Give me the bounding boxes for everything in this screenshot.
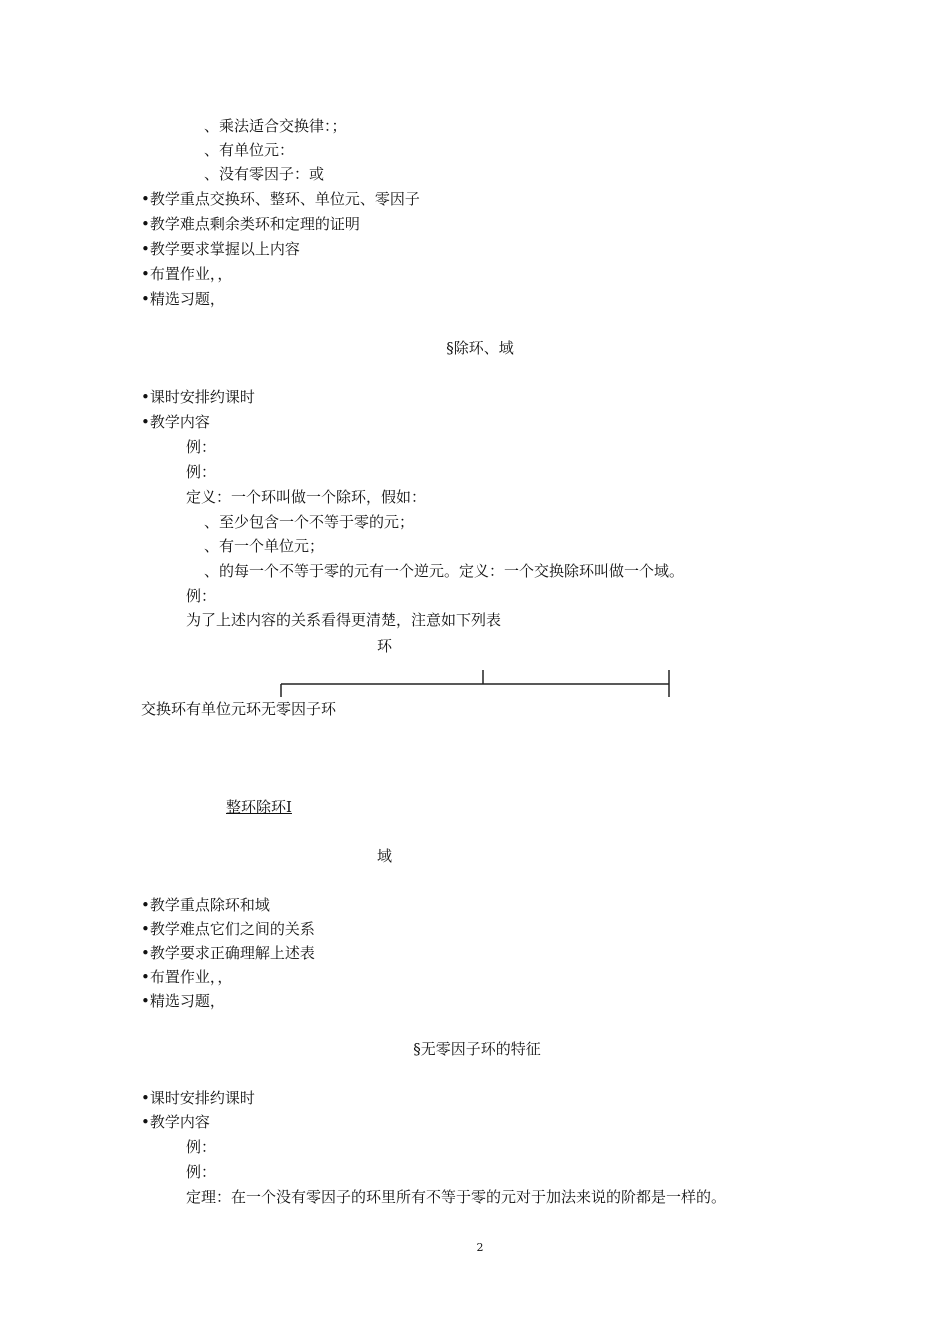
bullet-item: •教学难点剩余类环和定理的证明 — [141, 215, 360, 233]
bullet-item: •教学重点交换环、整环、单位元、零因子 — [141, 190, 420, 208]
section-heading: §无零因子环的特征 — [413, 1040, 541, 1058]
paragraph-line: 例： — [186, 1138, 217, 1156]
list-item: 、乘法适合交换律：； — [204, 117, 347, 135]
page-number: 2 — [476, 1241, 484, 1254]
bullet-item: •教学内容 — [141, 1113, 210, 1131]
bullet-item: •布置作业，， — [141, 265, 233, 283]
tree-level-labels: 整环除环Ⅰ — [226, 798, 292, 816]
paragraph-line: 例： — [186, 587, 217, 605]
paragraph-line: 例： — [186, 1163, 217, 1181]
bullet-item: •教学内容 — [141, 413, 210, 431]
bullet-item: •精选习题， — [141, 290, 225, 308]
bullet-item: •教学要求正确理解上述表 — [141, 944, 315, 962]
list-item: 、有单位元： — [204, 141, 295, 159]
bullet-item: •课时安排约课时 — [141, 1089, 255, 1107]
bullet-item: •布置作业，， — [141, 968, 233, 986]
bullet-item: •教学重点除环和域 — [141, 896, 270, 914]
list-item: 、没有零因子：或 — [204, 165, 325, 183]
paragraph-line: 定理：在一个没有零因子的环里所有不等于零的元对于加法来说的阶都是一样的。 — [186, 1188, 727, 1206]
section-heading: §除环、域 — [446, 339, 514, 357]
paragraph-line: 例： — [186, 463, 217, 481]
bullet-item: •教学难点它们之间的关系 — [141, 920, 315, 938]
list-item: 、的每一个不等于零的元有一个逆元。定义：一个交换除环叫做一个域。 — [204, 562, 685, 580]
paragraph-line: 为了上述内容的关系看得更清楚，注意如下列表 — [186, 611, 502, 629]
tree-leaf-label: 域 — [377, 847, 393, 865]
paragraph-line: 例： — [186, 438, 217, 456]
list-item: 、至少包含一个不等于零的元； — [204, 513, 415, 531]
list-item: 、有一个单位元； — [204, 537, 325, 555]
bullet-item: •精选习题， — [141, 992, 225, 1010]
bullet-item: •课时安排约课时 — [141, 388, 255, 406]
bullet-item: •教学要求掌握以上内容 — [141, 240, 300, 258]
tree-root-label: 环 — [377, 637, 393, 655]
paragraph-line: 定义：一个环叫做一个除环，假如： — [186, 488, 427, 506]
tree-level-labels: 交换环有单位元环无零因子环 — [141, 700, 337, 718]
